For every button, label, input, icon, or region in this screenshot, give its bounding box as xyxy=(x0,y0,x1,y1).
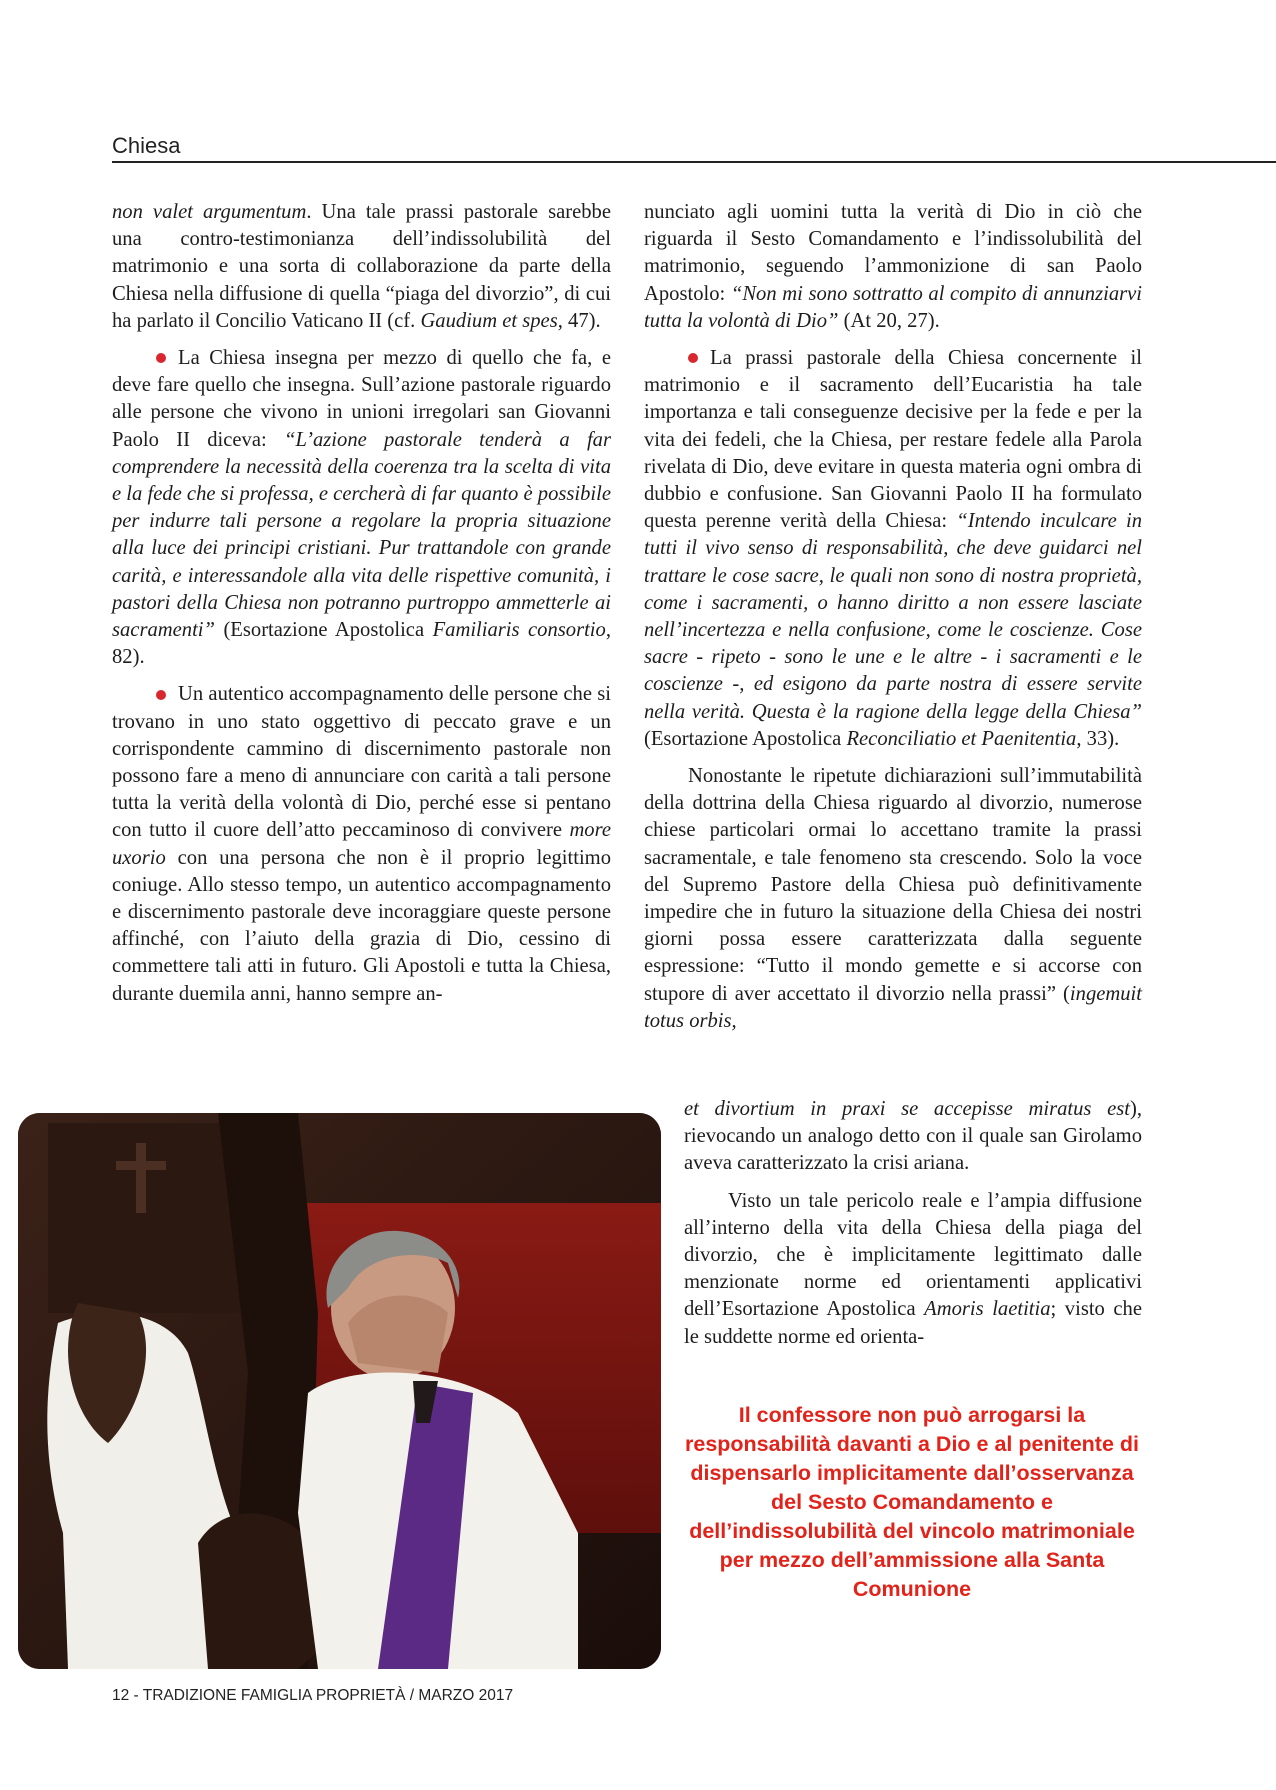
article-paragraph xyxy=(644,345,1142,753)
italic-text: Gaudium et spes xyxy=(420,309,558,332)
bullet-icon xyxy=(688,353,698,363)
paragraph-text: nunciato agli uomini tutta la verità di Dio in ciò che riguarda il Sesto Comandamento e l’indissolubilità del matrimonio, seguendo l’ammonizione di san Paolo Apostolo: xyxy=(644,201,1142,305)
paragraph-text: ), rievocando un analogo detto con il quale san Girolamo aveva caratterizzato la crisi ariana. xyxy=(684,1098,1142,1175)
article-paragraph xyxy=(112,681,611,1007)
italic-text: non valet argumentum xyxy=(112,201,307,223)
paragraph-text: (Esortazione Apostolica xyxy=(214,619,433,642)
paragraph-text: (At 20, 27). xyxy=(838,309,940,332)
paragraph-text: Un autentico accompagnamento delle persone che si trovano in uno stato oggettivo di peccato grave e un corrispondente cammino di discernimento pastorale non possono fare a meno di annunciare con carità a tali persone tutta la verità della volontà di Dio, perché esse si pentano con tutto il cuore dell’atto peccaminoso di convivere xyxy=(112,683,611,842)
paragraph-text: Nonostante le ripetute dichiarazioni sull’immutabilità della dottrina della Chiesa riguardo al divorzio, numerose chiese particolari ormai lo accettano tramite la prassi sacramentale, e tale fenomeno sta crescendo. Solo la voce del Supremo Pastore della Chiesa può definitivamente impedire che in futuro la situazione della Chiesa dei nostri giorni possa essere caratterizzata dalla seguente espressione: “Tutto il mondo gemette e si accorse con stupore di aver accettato il divorzio nella prassi” ( xyxy=(644,765,1142,1005)
paragraph-text: . Una tale prassi pastorale sarebbe una contro-testimonianza dell’indissolubilità del matrimonio e una sorta di collaborazione da parte della Chiesa nella diffusione di quella “piaga del divorzio”, di cui ha parlato il Concilio Vaticano II (cf. xyxy=(112,201,611,332)
paragraph-text: (Esortazione Apostolica xyxy=(644,727,847,750)
italic-text: more uxorio xyxy=(112,819,611,869)
paragraph-text: , 82). xyxy=(112,619,611,669)
article-paragraph xyxy=(644,199,1142,335)
section-title: Chiesa xyxy=(112,133,181,158)
confession-photo xyxy=(18,1113,661,1669)
confession-photo-icon xyxy=(18,1113,661,1669)
paragraph-text: Visto un tale pericolo reale e l’ampia diffusione all’interno della vita della Chiesa della piaga del divorzio, che è implicitamente legittimato dalle menzionate norme ed orientamenti applicativi dell’Esortazione Apostolica xyxy=(684,1189,1142,1321)
italic-text: “Intendo inculcare in tutti il vivo senso di responsabilità, che deve guidarci nel trattare le cose sacre, le quali non sono di nostra proprietà, come i sacramenti, o hanno diritto a non essere lasciate nell’incertezza e nella confusione, come le coscienze. Cose sacre - ripeto - sono le une e le altre - i sacramenti e le coscienze -, ed esigono da parte nostra di essere servite nella verità. Questa è la ragione della legge della Chiesa” xyxy=(644,510,1142,723)
italic-text: Reconciliatio et Paenitentia xyxy=(846,727,1077,750)
italic-text: et divortium in praxi se accepisse miratus est xyxy=(684,1098,1130,1120)
paragraph-text: La Chiesa insegna per mezzo di quello che fa, e deve fare quello che insegna. Sull’azione pastorale riguardo alle persone che vivono in unioni irregolari san Giovanni Paolo II diceva: xyxy=(112,347,611,451)
bullet-icon xyxy=(156,690,166,700)
article-paragraph xyxy=(644,763,1142,1035)
article-column-left xyxy=(112,199,611,1008)
italic-text: Amoris laetitia xyxy=(924,1298,1051,1321)
italic-text: “L’azione pastorale tenderà a far comprendere la necessità della coerenza tra la scelta di vita e la fede che si professa, e cercherà di far quanto è possibile per indurre tali persone a regolare la propria situazione alla luce dei principi cristiani. Pur trattandole con grande carità, e interessandole alla vita delle rispettive comunità, i pastori della Chiesa non potranno purtroppo ammetterle ai sacramenti” xyxy=(112,428,611,642)
paragraph-text: , 47). xyxy=(557,309,601,332)
paragraph-text: , 33). xyxy=(1076,727,1120,750)
italic-text: “Non mi sono sottratto al compito di annunziarvi tutta la volontà di Dio” xyxy=(644,282,1143,332)
header-rule xyxy=(112,161,1276,163)
article-paragraph xyxy=(684,1188,1142,1351)
article-paragraph xyxy=(684,1096,1142,1178)
bullet-icon xyxy=(156,353,166,363)
pull-quote: Il confessore non può arrogarsi la responsabilità davanti a Dio e al penitente di dispensarlo implicitamente dall’osservanza del Sesto Comandamento e dell’indissolubilità del vincolo matrimoniale per mezzo dell’ammissione alla Santa Comunione xyxy=(685,1403,1139,1601)
article-column-right-lower xyxy=(684,1096,1142,1351)
italic-text: ingemuit totus orbis, xyxy=(644,982,1142,1032)
paragraph-text: ; visto che le suddette norme ed orienta- xyxy=(684,1298,1142,1348)
page-footer: 12 - TRADIZIONE FAMIGLIA PROPRIETÀ / MARZO 2017 xyxy=(112,1687,514,1704)
paragraph-text: La prassi pastorale della Chiesa concernente il matrimonio e il sacramento dell’Eucaristia ha tale importanza e tali conseguenze decisive per la fede e per la vita dei fedeli, che la Chiesa, per restare fedele alla Parola rivelata di Dio, deve evitare in questa materia ogni ombra di dubbio e confusione. San Giovanni Paolo II ha formulato questa perenne verità della Chiesa: xyxy=(644,347,1142,533)
paragraph-text: con una persona che non è il proprio legittimo coniuge. Allo stesso tempo, un autentico accompagnamento e discernimento pastorale deve incoraggiare queste persone affinché, con l’aiuto della grazia di Dio, cessino di commettere tali atti in futuro. Gli Apostoli e tutta la Chiesa, durante duemila anni, hanno sempre an- xyxy=(112,846,611,1005)
article-paragraph xyxy=(112,345,611,671)
italic-text: Familiaris consortio xyxy=(432,619,606,642)
article-column-right xyxy=(644,199,1142,1035)
article-paragraph xyxy=(112,199,611,335)
